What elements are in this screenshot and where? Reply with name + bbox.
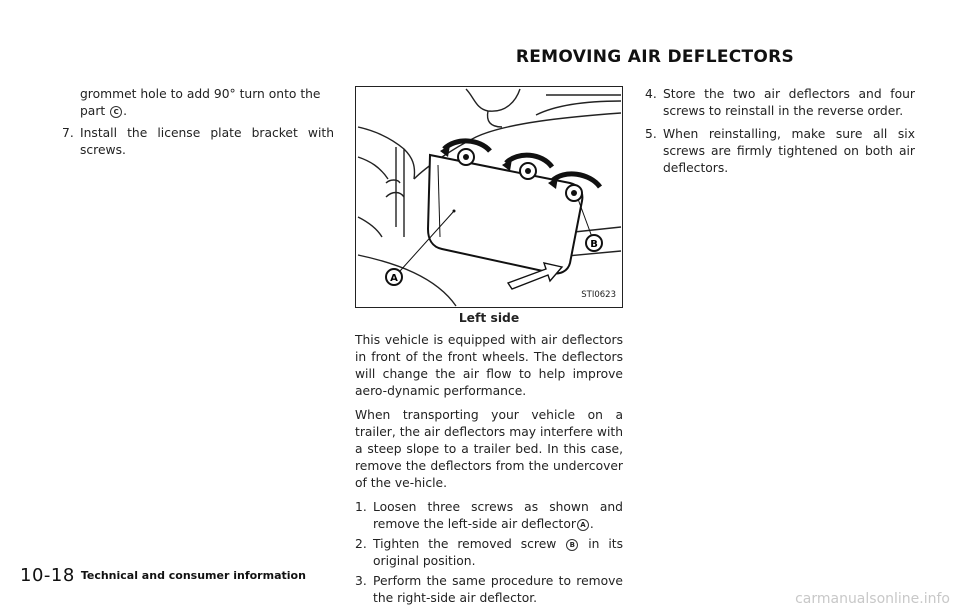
column-right xyxy=(645,86,915,180)
step-text: When reinstalling, make sure all six screws are firmly tightened on both air deflectors. xyxy=(663,127,915,175)
step-number: 7. xyxy=(62,126,74,140)
step-number: 4. xyxy=(645,87,657,101)
watermark: carmanualsonline.info xyxy=(795,591,950,607)
step-number: 5. xyxy=(645,127,657,141)
step-text: Loosen three screws as shown and remove the left-side air deflector A . xyxy=(373,500,623,531)
paragraph-1: This vehicle is equipped with air deflectors in front of the front wheels. The deflectors will change the air flow to help improve aero-dynamic performance. xyxy=(355,333,623,398)
step-text: Install the license plate bracket with screws. xyxy=(80,126,334,157)
callout-a-icon: A xyxy=(577,519,589,531)
column-middle xyxy=(355,86,623,610)
continued-line-2 xyxy=(62,103,334,120)
step-5 xyxy=(645,126,915,177)
deflector-illustration xyxy=(356,87,622,307)
callout-a: A xyxy=(390,273,398,284)
continued-line-2-prefix: part xyxy=(80,104,106,118)
continued-line-2-suffix: . xyxy=(123,104,128,118)
step-7 xyxy=(62,125,334,159)
step-3 xyxy=(355,573,623,607)
paragraph-2: When transporting your vehicle on a trailer, the air deflectors may interfere with a steep slope to a trailer bed. In this case, remove the deflectors from the undercover of the ve-hicle. xyxy=(355,408,623,490)
callout-c-icon: C xyxy=(110,106,122,118)
step-text: Store the two air deflectors and four screws to reinstall in the reverse order. xyxy=(663,87,915,118)
column-left xyxy=(62,86,334,162)
figure-code: STI0623 xyxy=(581,290,616,300)
figure-left-side-deflector xyxy=(355,86,623,308)
step-text: Perform the same procedure to remove the right-side air deflector. xyxy=(373,574,623,605)
figure-caption: Left side xyxy=(458,311,520,325)
section-title: REMOVING AIR DEFLECTORS xyxy=(515,47,795,67)
step-text: Tighten the removed screw B in its original position. xyxy=(373,537,623,568)
step-number: 1. xyxy=(355,500,367,514)
continued-line-1: grommet hole to add 90° turn onto the xyxy=(80,87,321,101)
step-1 xyxy=(355,499,623,533)
step-4 xyxy=(645,86,915,120)
step-2 xyxy=(355,536,623,570)
callout-b-icon: B xyxy=(566,539,578,551)
step-number: 2. xyxy=(355,537,367,551)
step-number: 3. xyxy=(355,574,367,588)
chapter-title: Technical and consumer information xyxy=(80,569,306,582)
callout-b: B xyxy=(590,239,598,250)
page-footer xyxy=(20,565,306,586)
page-number: 10-18 xyxy=(20,565,75,586)
